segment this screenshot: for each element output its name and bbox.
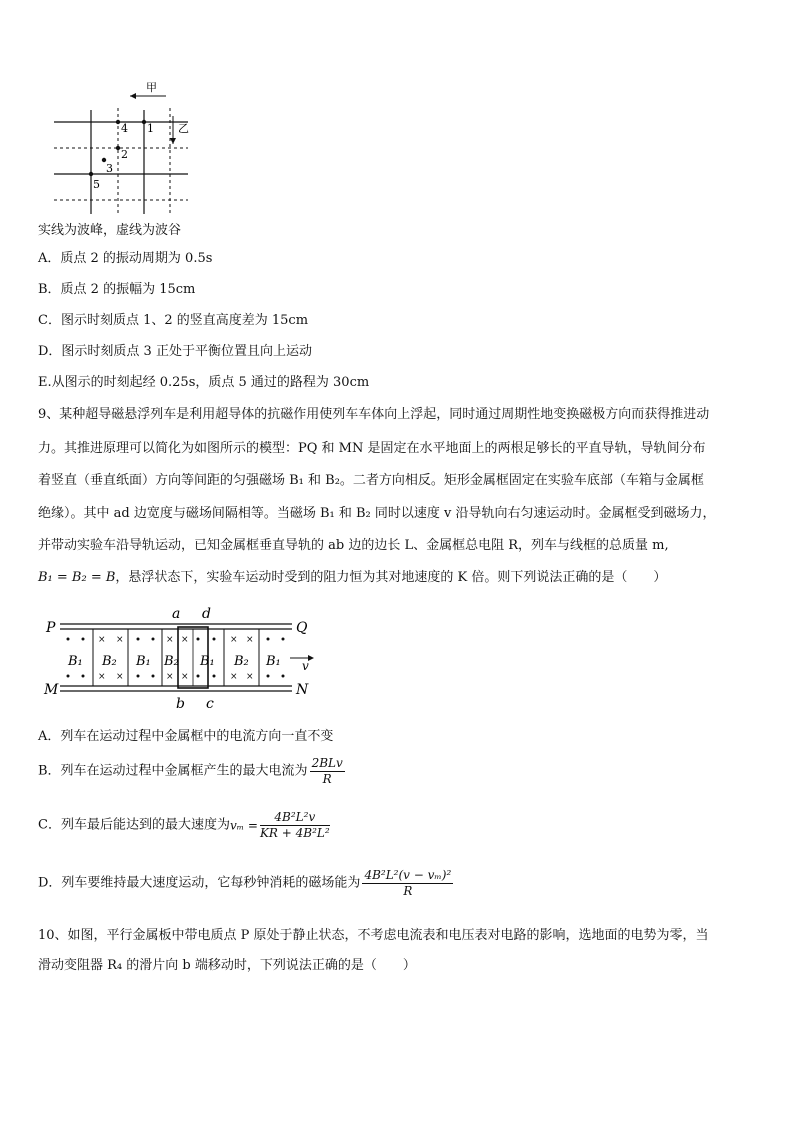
svg-text:×: × xyxy=(181,635,189,645)
field-label: B₁ xyxy=(68,654,83,669)
q9-line-2: 力。其推进原理可以简化为如图所示的模型：PQ 和 MN 是固定在水平地面上的两根足够长的平直导轨，导轨间分布 xyxy=(38,441,706,456)
maglev-rail-figure xyxy=(38,602,328,714)
frame-label-c: c xyxy=(206,696,214,712)
arrow-yi-label: 乙 xyxy=(178,122,189,135)
point-2-label: 2 xyxy=(121,148,128,161)
q9-option-c: C．列车最后能达到的最大速度为vₘ = $\frac{\text{4B²L²v}}{\text{KR + 4B²L²}}$ xyxy=(38,810,330,840)
max-current-fraction: $\frac{\text{2BLv}}{R}$ xyxy=(311,756,343,786)
rail-label-m: M xyxy=(44,682,59,698)
q8-option-c: C．图示时刻质点 1、2 的竖直高度差为 15cm xyxy=(38,313,309,328)
svg-text:×: × xyxy=(246,635,254,645)
field-label: B₂ xyxy=(102,654,117,669)
q9-option-b: B．列车在运动过程中金属框产生的最大电流为 $\frac{\text{2BLv}}{R}$ xyxy=(38,756,343,786)
max-speed-fraction: $\frac{\text{4B²L²v}}{\text{KR + 4B²L²}}$ xyxy=(259,810,330,840)
arrow-jia-label: 甲 xyxy=(146,81,157,94)
q8-option-b: B．质点 2 的振幅为 15cm xyxy=(38,282,196,297)
wave-caption: 实线为波峰，虚线为波谷 xyxy=(38,223,182,238)
svg-text:×: × xyxy=(116,672,124,682)
q10-line-1: 10、如图，平行金属板中带电质点 P 原处于静止状态，不考虑电流表和电压表对电路的影响，选地面的电势为零，当 xyxy=(38,928,709,943)
point-4-label: 4 xyxy=(121,122,128,135)
point-5-label: 5 xyxy=(93,178,100,191)
q9-line-1: 9、某种超导磁悬浮列车是利用超导体的抗磁作用使列车车体向上浮起，同时通过周期性地变换磁极方向而获得推进动 xyxy=(38,407,710,422)
velocity-label: v xyxy=(302,659,309,673)
svg-text:×: × xyxy=(181,672,189,682)
svg-text:×: × xyxy=(246,672,254,682)
point-3-label: 3 xyxy=(106,162,113,175)
q8-option-a: A．质点 2 的振动周期为 0.5s xyxy=(38,251,213,266)
rail-label-p: P xyxy=(46,620,56,636)
q10-line-2: 滑动变阻器 R₄ 的滑片向 b 端移动时，下列说法正确的是（ ） xyxy=(38,958,416,973)
svg-text:×: × xyxy=(166,672,174,682)
frame-label-d: d xyxy=(202,606,211,622)
frame-label-a: a xyxy=(172,606,181,622)
field-label: B₁ xyxy=(200,654,215,669)
q9-line-3: 着竖直（垂直纸面）方向等间距的匀强磁场 B₁ 和 B₂。二者方向相反。矩形金属框固定在实验车底部（车箱与金属框 xyxy=(38,473,704,488)
q9-b-equation: B₁ = B₂ = B xyxy=(38,570,116,585)
svg-text:×: × xyxy=(230,672,238,682)
svg-text:×: × xyxy=(116,635,124,645)
q9-line-6-text: ，悬浮状态下，实验车运动时受到的阻力恒为其对地速度的 K 倍。则下列说法正确的是（ ） xyxy=(115,570,667,585)
q9-option-a: A．列车在运动过程中金属框中的电流方向一直不变 xyxy=(38,729,334,744)
energy-fraction: $\frac{\text{4B²L²(v − vₘ)²}}{R}$ xyxy=(364,868,452,898)
svg-text:×: × xyxy=(230,635,238,645)
field-label: B₂ xyxy=(164,654,179,669)
field-label: B₁ xyxy=(136,654,151,669)
svg-text:×: × xyxy=(98,672,106,682)
q9-line-4: 绝缘）。其中 ad 边宽度与磁场间隔相等。当磁场 B₁ 和 B₂ 同时以速度 v 沿导轨向右匀速运动时。金属框受到磁场力， xyxy=(38,506,716,521)
q9-line-6 xyxy=(38,569,666,587)
q8-option-d: D．图示时刻质点 3 正处于平衡位置且向上运动 xyxy=(38,344,312,359)
rail-label-n: N xyxy=(296,682,309,698)
q9-option-d: D．列车要维持最大速度运动，它每秒钟消耗的磁场能为 $\frac{\text{4B²L²(v − vₘ)²}}{R}$ xyxy=(38,868,452,898)
wave-interference-figure xyxy=(38,78,208,218)
field-label: B₂ xyxy=(234,654,249,669)
frame-label-b: b xyxy=(176,696,185,712)
field-label: B₁ xyxy=(266,654,281,669)
point-1-label: 1 xyxy=(147,122,154,135)
q9-line-5: 并带动实验车沿导轨运动，已知金属框垂直导轨的 ab 边的边长 L、金属框总电阻 R，列车与线框的总质量 m, xyxy=(38,538,669,553)
svg-text:×: × xyxy=(166,635,174,645)
rail-label-q: Q xyxy=(296,620,308,636)
q8-option-e: E.从图示的时刻起经 0.25s，质点 5 通过的路程为 30cm xyxy=(38,375,370,390)
svg-text:×: × xyxy=(98,635,106,645)
